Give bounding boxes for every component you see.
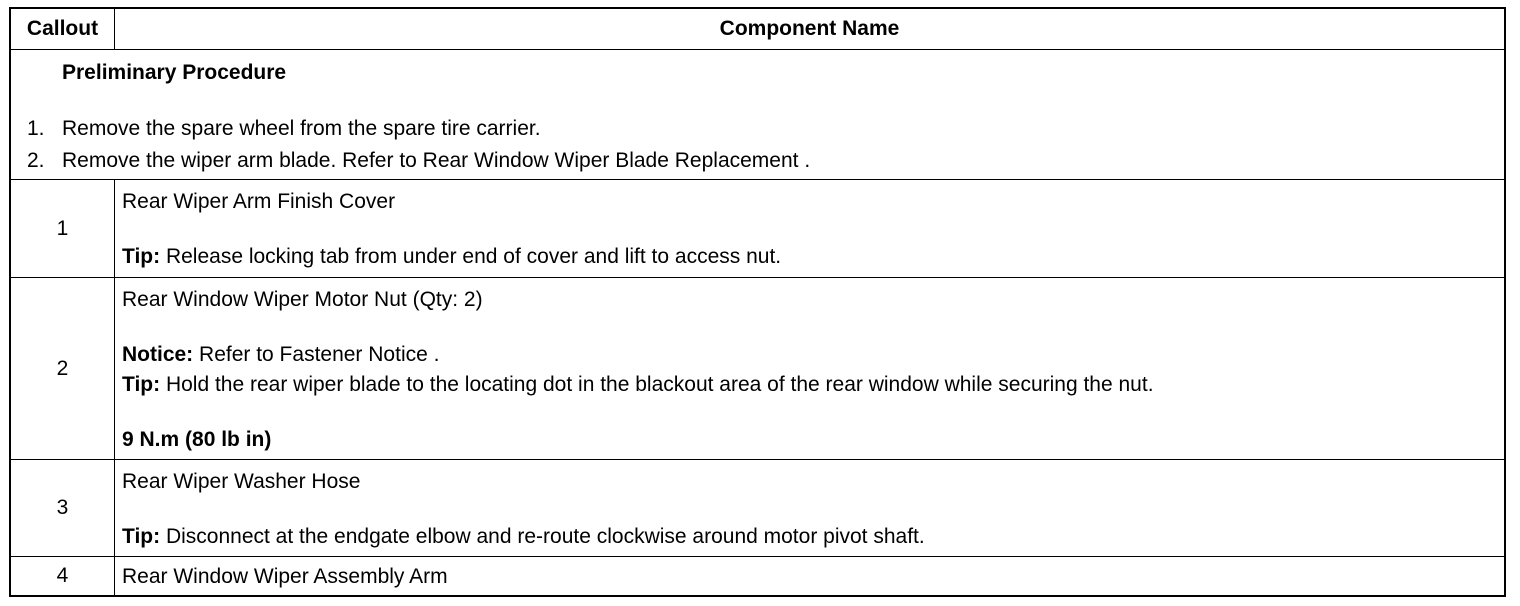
table-row: [11, 180, 1504, 278]
torque-spec: 9 N.m (80 lb in): [122, 428, 272, 451]
component-table: [9, 7, 1506, 597]
callout-number: 4: [56, 564, 69, 587]
component-name: Rear Wiper Washer Hose: [122, 470, 361, 493]
component-name-column-header: Component Name: [719, 17, 900, 40]
tip-text: Hold the rear wiper blade to the locating dot in the blackout area of the rear window while securing the nut.: [160, 373, 1154, 396]
notice-label: Notice:: [122, 343, 194, 366]
component-name: Rear Window Wiper Assembly Arm: [122, 565, 448, 588]
preliminary-procedure-row: [11, 50, 1504, 180]
callout-number: 2: [56, 356, 69, 380]
component-name: Rear Wiper Arm Finish Cover: [122, 190, 396, 213]
notice-text: Refer to Fastener Notice .: [193, 343, 440, 366]
table-header-row: [11, 9, 1504, 50]
step-text: Remove the spare wheel from the spare tire carrier.: [62, 117, 541, 140]
tip-label: Tip:: [122, 245, 161, 268]
tip-note: [122, 245, 781, 269]
callout-column-header: Callout: [26, 17, 99, 40]
column-divider: [114, 180, 115, 277]
step-number: 1.: [27, 117, 45, 140]
preliminary-procedure-title: Preliminary Procedure: [62, 61, 287, 84]
step-number: 2.: [27, 149, 45, 172]
column-divider: [114, 460, 115, 556]
table-row: [11, 557, 1504, 595]
step-text: Remove the wiper arm blade. Refer to Rear Window Wiper Blade Replacement .: [62, 149, 811, 172]
table-row: [11, 278, 1504, 460]
notice-note: [122, 343, 439, 367]
callout-number: 3: [56, 496, 69, 519]
tip-text: Release locking tab from under end of cover and lift to access nut.: [160, 245, 782, 268]
tip-label: Tip:: [122, 373, 161, 396]
callout-number: 1: [56, 216, 69, 240]
table-row: [11, 460, 1504, 557]
tip-note: [122, 373, 1154, 397]
column-divider: [114, 278, 115, 459]
component-name: Rear Window Wiper Motor Nut (Qty: 2): [122, 288, 483, 311]
column-divider: [114, 557, 115, 595]
tip-text: Disconnect at the endgate elbow and re-route clockwise around motor pivot shaft.: [160, 525, 925, 548]
tip-label: Tip:: [122, 525, 161, 548]
tip-note: [122, 525, 925, 549]
